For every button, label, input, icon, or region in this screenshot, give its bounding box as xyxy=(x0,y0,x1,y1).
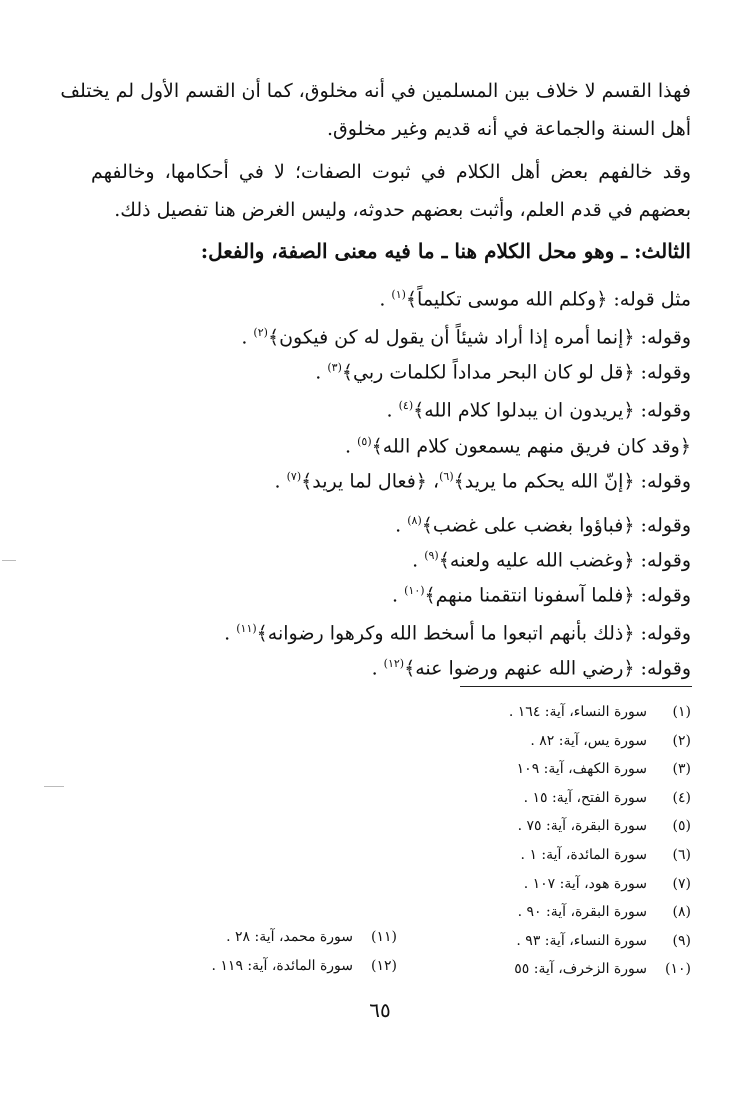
verse-prefix: وقوله: xyxy=(634,361,691,384)
verse-line xyxy=(65,649,691,683)
footnote-text: سورة البقرة، آية: ٩٠ . xyxy=(517,904,647,920)
footnote-number: (١) xyxy=(672,704,691,720)
footnote-text: سورة المائدة، آية: ١١٩ . xyxy=(211,958,353,974)
footnote-number: (١١) xyxy=(371,929,397,945)
quran-quote: ﴿إنما أمره إذا أراد شيئاً أن يقول له كن فيكون﴾ xyxy=(267,326,635,349)
footnote-text: سورة النساء، آية: ١٦٤ . xyxy=(508,704,647,720)
page-number: ٦٥ xyxy=(369,998,391,1022)
footnote-text: سورة الزخرف، آية: ٥٥ xyxy=(514,961,647,977)
quran-quote: ﴿رضي الله عنهم ورضوا عنه﴾ xyxy=(404,657,635,680)
verse-line xyxy=(65,280,691,314)
footnote-item xyxy=(509,700,691,724)
footnote-number: (٢) xyxy=(672,733,691,749)
footnote-number: (٨) xyxy=(672,904,691,920)
footnote-item xyxy=(521,843,691,867)
footnote-number: (٦) xyxy=(672,847,691,863)
footnote-number: (٥) xyxy=(672,818,691,834)
quran-quote: ﴿فباؤوا بغضب على غضب﴾ xyxy=(421,514,635,537)
footnote-ref: (٣) xyxy=(327,361,342,374)
verse-prefix: وقوله: xyxy=(634,399,691,422)
footnote-number: (٤) xyxy=(672,790,691,806)
quran-quote: ﴿فعال لما يريد﴾ xyxy=(301,470,427,493)
section-heading: الثالث: ـ وهو محل الكلام هنا ـ ما فيه معنى الصفة، والفعل: xyxy=(200,239,691,263)
verse-prefix: وقوله: xyxy=(634,470,691,493)
verse-prefix: وقوله: xyxy=(634,549,691,572)
verse-line xyxy=(65,506,691,540)
verse-prefix: مثل قوله: xyxy=(607,288,691,311)
paragraph-1-line-2: أهل السنة والجماعة في أنه قديم وغير مخلوق. xyxy=(326,118,691,140)
footnote-text: سورة النساء، آية: ٩٣ . xyxy=(516,933,647,949)
footnote-item xyxy=(530,729,691,753)
footnote-ref: (٧) xyxy=(286,470,302,483)
footnote-item xyxy=(212,954,398,978)
footnote-text: سورة هود، آية: ١٠٧ . xyxy=(523,876,647,892)
footnote-number: (١٢) xyxy=(371,958,397,974)
quran-quote: ﴿قل لو كان البحر مداداً لكلمات ربي﴾ xyxy=(341,361,635,384)
verse-prefix: وقوله: xyxy=(634,514,691,537)
verse-prefix: وقوله: xyxy=(634,584,691,607)
footnote-ref: (١٢) xyxy=(383,657,405,670)
quran-quote: ﴿يريدون ان يبدلوا كلام الله﴾ xyxy=(413,399,635,422)
verse-suffix: . xyxy=(412,549,425,572)
footnote-text: سورة محمد، آية: ٢٨ . xyxy=(226,929,353,945)
verse-prefix: وقوله: xyxy=(634,326,691,349)
verse-line xyxy=(65,353,691,387)
verse-line xyxy=(65,541,691,575)
verse-prefix: وقوله: xyxy=(634,657,691,680)
footnote-text: سورة الكهف، آية: ١٠٩ xyxy=(516,761,647,777)
scan-artifact-mark xyxy=(2,560,16,561)
footnote-ref: (٦) xyxy=(439,470,454,483)
footnote-item xyxy=(518,814,691,838)
quran-quote: ﴿وغضب الله عليه ولعنه﴾ xyxy=(438,549,635,572)
verse-suffix: . xyxy=(392,584,405,607)
quran-quote: ﴿إنّ الله يحكم ما يريد﴾ xyxy=(453,470,635,493)
footnote-number: (٧) xyxy=(672,876,691,892)
paragraph-1-line-1: فهذا القسم لا خلاف بين المسلمين في أنه مخلوق، كما أن القسم الأول لم يختلف xyxy=(60,80,691,102)
quran-quote: ﴿ذلك بأنهم اتبعوا ما أسخط الله وكرهوا رضوانه﴾ xyxy=(256,622,635,645)
verse-line xyxy=(65,462,691,496)
footnote-item xyxy=(514,957,691,981)
verse-line xyxy=(65,427,691,461)
verse-suffix: . xyxy=(315,361,328,384)
footnote-item xyxy=(516,929,691,953)
footnote-ref: (١٠) xyxy=(404,584,425,597)
footnote-ref: (١١) xyxy=(236,622,257,635)
verse-line xyxy=(65,391,691,425)
paragraph-2-line-1: وقد خالفهم بعض أهل الكلام في ثبوت الصفات؛ لا في أحكامها، وخالفهم xyxy=(91,161,691,183)
footnote-item xyxy=(524,786,691,810)
footnote-number: (١٠) xyxy=(665,961,691,977)
footnote-ref: (٨) xyxy=(407,514,422,527)
footnote-text: سورة المائدة، آية: ١ . xyxy=(520,847,647,863)
footnote-text: سورة البقرة، آية: ٧٥ . xyxy=(517,818,647,834)
footnote-text: سورة الفتح، آية: ١٥ . xyxy=(523,790,647,806)
footnote-divider xyxy=(460,686,692,687)
verse-suffix: . xyxy=(395,514,408,537)
footnote-ref: (١) xyxy=(391,288,406,301)
footnote-ref: (٤) xyxy=(398,399,414,412)
verse-line xyxy=(65,614,691,648)
verse-suffix: . xyxy=(345,435,358,458)
verse-line xyxy=(65,318,691,352)
footnote-ref: (٥) xyxy=(357,435,372,448)
verse-suffix: . xyxy=(224,622,237,645)
verse-suffix: ، xyxy=(426,470,440,493)
verse-suffix: . xyxy=(371,657,384,680)
verse-prefix: وقوله: xyxy=(634,622,691,645)
footnote-number: (٩) xyxy=(672,933,691,949)
verse-suffix: . xyxy=(274,470,287,493)
footnote-text: سورة يس، آية: ٨٢ . xyxy=(530,733,647,749)
footnote-number: (٣) xyxy=(672,761,691,777)
verse-suffix: . xyxy=(386,399,399,422)
footnote-item xyxy=(524,872,691,896)
footnote-ref: (٩) xyxy=(424,549,439,562)
footnote-item xyxy=(226,925,397,949)
verse-suffix: . xyxy=(379,288,392,311)
footnote-ref: (٢) xyxy=(253,326,268,339)
footnote-item xyxy=(517,757,691,781)
paragraph-2-line-2: بعضهم في قدم العلم، وأثبت بعضهم حدوثه، وليس الغرض هنا تفصيل ذلك. xyxy=(114,199,691,221)
scan-artifact-mark xyxy=(44,786,64,787)
quran-quote: ﴿فلما آسفونا انتقمنا منهم﴾ xyxy=(424,584,635,607)
quran-quote: ﴿وكلم الله موسى تكليماً﴾ xyxy=(405,288,608,311)
verse-line xyxy=(65,576,691,610)
verse-suffix: . xyxy=(241,326,254,349)
quran-quote: ﴿وقد كان فريق منهم يسمعون كلام الله﴾ xyxy=(371,435,691,458)
footnote-item xyxy=(518,900,691,924)
